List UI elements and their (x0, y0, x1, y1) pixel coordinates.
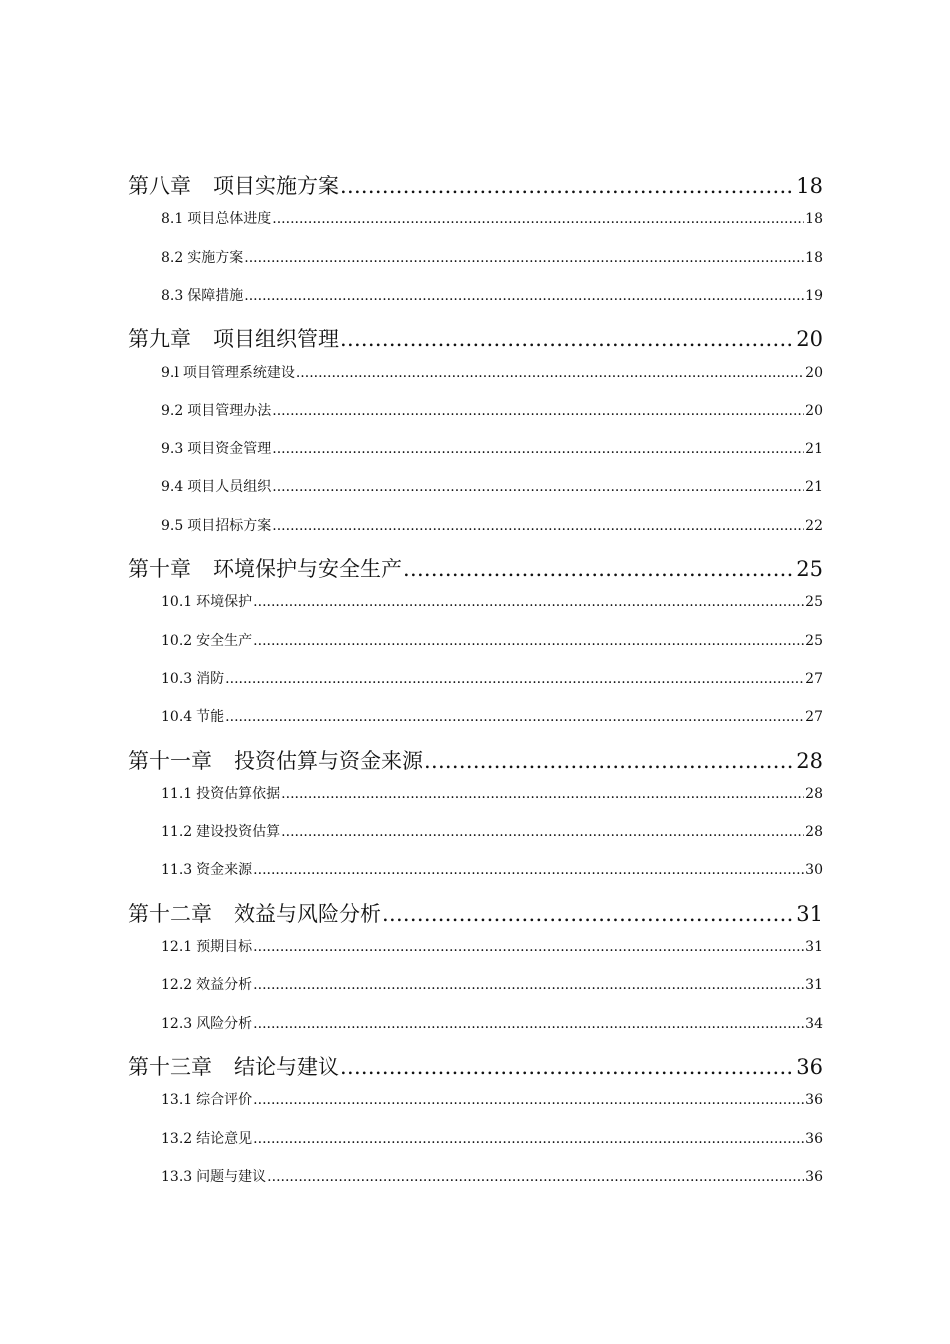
toc-entry-number: 第十章 (128, 557, 191, 581)
toc-chapter-entry[interactable] (128, 745, 823, 775)
dot-leader (272, 518, 804, 534)
toc-entry-title: 保障措施 (187, 287, 244, 304)
toc-section-entry[interactable] (161, 438, 823, 458)
toc-page-number: 27 (805, 670, 823, 687)
toc-entry-title: 结论意见 (196, 1130, 253, 1147)
dot-leader (253, 1131, 804, 1147)
toc-page-number: 31 (805, 977, 823, 994)
toc-section-entry[interactable] (161, 285, 823, 305)
toc-entry-number: 13.2 (161, 1130, 193, 1147)
toc-section-entry[interactable] (161, 706, 823, 726)
toc-entry-number: 9.5 (161, 517, 184, 534)
dot-leader (253, 1016, 804, 1032)
toc-entry-title: 项目招标方案 (187, 517, 272, 534)
toc-section-entry[interactable] (161, 1166, 823, 1186)
toc-entry-number: 9.3 (161, 441, 184, 458)
toc-section-entry[interactable] (161, 591, 823, 611)
toc-page-number: 28 (805, 824, 823, 841)
toc-entry-title: 效益与风险分析 (234, 901, 381, 926)
toc-entry-number: 12.1 (161, 939, 193, 955)
toc-page-number: 30 (805, 862, 823, 879)
dot-leader (244, 288, 804, 304)
toc-entry-number: 12.3 (161, 1015, 193, 1032)
toc-section-entry[interactable] (161, 1128, 823, 1148)
toc-page-number: 36 (805, 1168, 823, 1185)
toc-section-entry[interactable] (161, 1089, 823, 1109)
toc-entry-title: 环境保护与安全生产 (213, 557, 402, 581)
toc-entry-number: 11.2 (161, 824, 193, 841)
toc-entry-number: 13.3 (161, 1168, 193, 1185)
toc-entry-number: 13.1 (161, 1092, 193, 1109)
toc-section-entry[interactable] (161, 362, 823, 382)
toc-entry-title: 效益分析 (196, 977, 253, 994)
dot-leader (267, 1169, 804, 1185)
toc-chapter-entry[interactable] (128, 1051, 823, 1081)
dot-leader (244, 250, 804, 266)
toc-page-number: 34 (805, 1015, 823, 1032)
toc-entry-title: 风险分析 (196, 1015, 253, 1032)
toc-page-number: 36 (805, 1092, 823, 1109)
toc-entry-title: 项目资金管理 (187, 441, 272, 458)
toc-page-number: 25 (805, 632, 823, 649)
toc-entry-title: 资金来源 (196, 862, 253, 879)
toc-entry-title: 问题与建议 (196, 1168, 267, 1185)
toc-entry-title: 实施方案 (187, 249, 244, 266)
dot-leader (340, 174, 795, 198)
dot-leader (253, 1092, 804, 1108)
toc-entry-title: 节能 (196, 709, 225, 726)
toc-entry-number: 9.l (161, 364, 179, 381)
toc-page-number: 31 (796, 901, 823, 926)
toc-page-number: 28 (805, 785, 823, 802)
toc-page-number: 21 (805, 441, 823, 458)
dot-leader (253, 633, 804, 649)
dot-leader (281, 786, 804, 802)
toc-entry-number: 11.1 (161, 785, 193, 802)
toc-entry-title: 建设投资估算 (196, 824, 281, 841)
toc-entry-title: 结论与建议 (234, 1054, 339, 1079)
toc-page-number: 18 (805, 249, 823, 266)
toc-entry-number: 第九章 (128, 327, 191, 352)
toc-chapter-entry[interactable] (128, 170, 823, 200)
dot-leader (225, 671, 804, 687)
toc-page-number: 21 (805, 479, 823, 496)
toc-entry-title: 消防 (196, 670, 225, 687)
toc-page-number: 36 (796, 1054, 823, 1079)
toc-section-entry[interactable] (161, 783, 823, 803)
toc-entry-number: 第八章 (128, 174, 191, 198)
toc-entry-number: 9.4 (161, 479, 184, 496)
dot-leader (253, 862, 804, 878)
toc-page-number: 18 (805, 211, 823, 228)
toc-section-entry[interactable] (161, 208, 823, 228)
dot-leader (253, 939, 804, 955)
toc-page-number: 28 (796, 748, 823, 773)
toc-entry-title: 环境保护 (196, 594, 253, 611)
dot-leader (382, 902, 795, 926)
toc-entry-title: 预期目标 (196, 939, 253, 955)
toc-entry-title: 项目管理办法 (187, 402, 272, 419)
toc-section-entry[interactable] (161, 400, 823, 420)
toc-page-number: 20 (805, 402, 823, 419)
toc-page-number: 22 (805, 517, 823, 534)
toc-entry-number: 12.2 (161, 977, 193, 994)
toc-section-entry[interactable] (161, 247, 823, 267)
toc-page-number: 20 (805, 364, 823, 381)
toc-section-entry[interactable] (161, 974, 823, 994)
toc-section-entry[interactable] (161, 515, 823, 535)
toc-entry-title: 投资估算与资金来源 (234, 748, 423, 773)
toc-entry-title: 投资估算依据 (196, 785, 281, 802)
dot-leader (424, 749, 795, 773)
toc-entry-title: 项目总体进度 (187, 211, 272, 228)
toc-page-number: 25 (805, 594, 823, 611)
toc-entry-number: 8.3 (161, 287, 184, 304)
dot-leader (272, 479, 804, 495)
toc-page-number: 31 (805, 939, 823, 955)
toc-entry-title: 项目实施方案 (213, 174, 339, 198)
toc-entry-number: 10.1 (161, 594, 193, 611)
dot-leader (225, 709, 804, 725)
toc-page-number: 20 (796, 327, 823, 352)
toc-section-entry[interactable] (161, 1013, 823, 1033)
toc-chapter-entry[interactable] (128, 898, 823, 928)
toc-entry-title: 项目人员组织 (187, 479, 272, 496)
toc-chapter-entry[interactable] (128, 553, 823, 583)
toc-entry-number: 第十二章 (128, 901, 212, 926)
dot-leader (340, 327, 795, 351)
toc-chapter-entry[interactable] (128, 323, 823, 353)
toc-page-number: 36 (805, 1130, 823, 1147)
toc-section-entry[interactable] (161, 630, 823, 650)
toc-entry-title: 项目组织管理 (213, 327, 339, 352)
toc-page-number: 27 (805, 709, 823, 726)
dot-leader (253, 977, 804, 993)
dot-leader (272, 211, 804, 227)
toc-entry-number: 8.2 (161, 249, 184, 266)
toc-entry-number: 11.3 (161, 862, 193, 879)
dot-leader (253, 594, 804, 610)
dot-leader (281, 824, 804, 840)
dot-leader (340, 1055, 795, 1079)
dot-leader (272, 441, 804, 457)
toc-section-entry[interactable] (161, 476, 823, 496)
toc-section-entry[interactable] (161, 936, 823, 956)
toc-page-number: 19 (805, 287, 823, 304)
dot-leader (272, 403, 804, 419)
toc-entry-title: 综合评价 (196, 1092, 253, 1109)
toc-page-number: 18 (796, 174, 823, 198)
toc-section-entry[interactable] (161, 668, 823, 688)
toc-entry-title: 项目管理系统建设 (182, 364, 295, 381)
dot-leader (296, 365, 804, 381)
toc-entry-title: 安全生产 (196, 632, 253, 649)
toc-entry-number: 10.2 (161, 632, 193, 649)
toc-entry-number: 9.2 (161, 402, 184, 419)
toc-entry-number: 第十一章 (128, 748, 212, 773)
toc-page-number: 25 (796, 557, 823, 581)
dot-leader (403, 557, 795, 581)
toc-section-entry[interactable] (161, 821, 823, 841)
toc-section-entry[interactable] (161, 859, 823, 879)
toc-entry-number: 8.1 (161, 211, 184, 228)
toc-entry-number: 第十三章 (128, 1054, 212, 1079)
toc-entry-number: 10.4 (161, 709, 193, 726)
toc-entry-number: 10.3 (161, 670, 193, 687)
